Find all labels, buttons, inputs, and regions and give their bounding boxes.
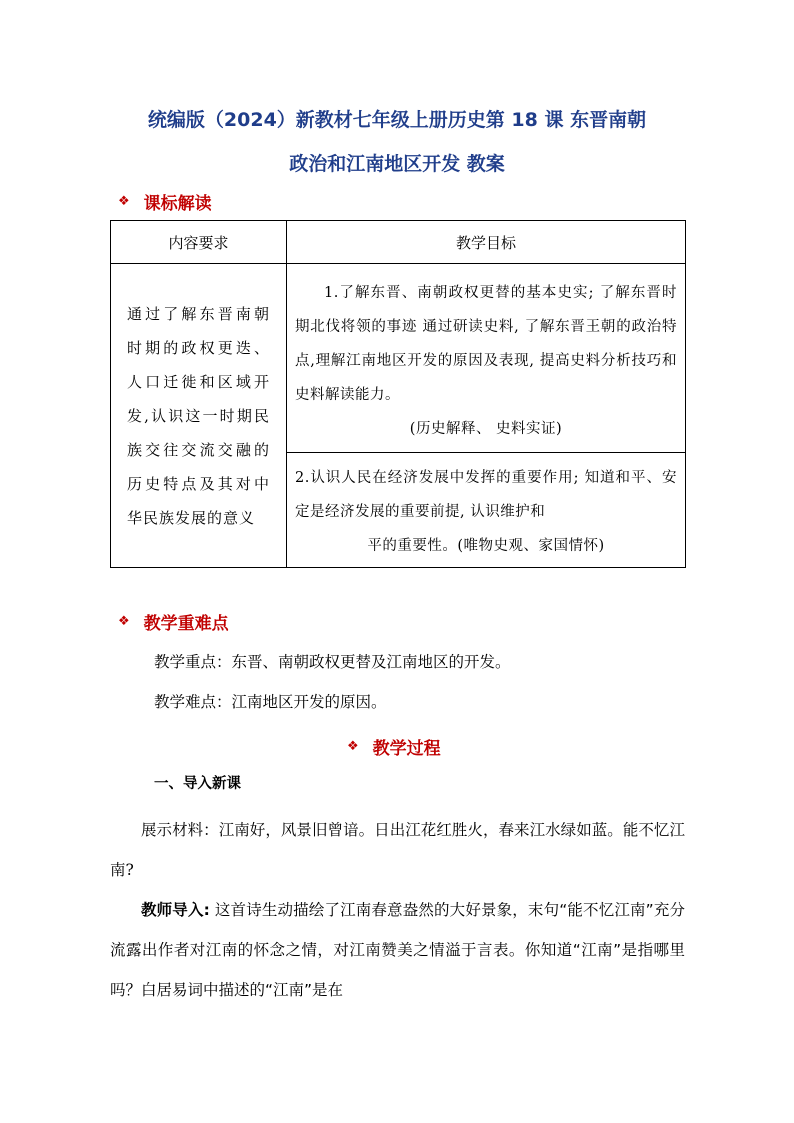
teaching-difficulty-label: 教学难点： [154, 693, 232, 711]
objective-1-text: 1.了解东晋、南朝政权更替的基本史实; 了解东晋时期北伐将领的事迹 通过研读史料, 了解东晋王朝的政治特点,理解江南地区开发的原因及表现, 提高史料分析技巧和史料解读能力。 [295, 285, 677, 403]
teaching-focus-label: 教学重点： [154, 653, 232, 671]
table-header-objectives: 教学目标 [287, 221, 686, 264]
table-header-row [111, 221, 686, 264]
section-process-label: 教学过程 [372, 738, 441, 759]
teaching-difficulty-text: 江南地区开发的原因。 [231, 693, 387, 711]
objective-2-text: 2.认识人民在经济发展中发挥的重要作用; 知道和平、安定是经济发展的重要前提, 认识维护和 [295, 470, 677, 520]
material-paragraph [110, 810, 685, 890]
section-key-points-label: 教学重难点 [143, 613, 229, 634]
objective-2-cell [287, 453, 686, 568]
step-heading: 一、导入新课 [154, 775, 241, 792]
teacher-intro-paragraph [110, 890, 685, 1010]
content-requirement-cell: 通过了解东晋南朝时期的政权更迭、人口迁徙和区域开发,认识这一时期民族交往交流交融的历史特点及其对中华民族发展的意义 [111, 264, 287, 568]
teacher-intro-label: 教师导入: [141, 901, 210, 919]
objective-2-tail: 平的重要性。(唯物史观、家国情怀) [367, 538, 605, 554]
diamond-bullet-icon: ❖ [118, 193, 130, 209]
objective-1-cell [287, 264, 686, 453]
section-process [347, 733, 441, 759]
teaching-focus-text: 东晋、南朝政权更替及江南地区的开发。 [231, 653, 511, 671]
material-text: 江南好，风景旧曾谙。日出江花红胜火，春来江水绿如蓝。能不忆江南? [110, 821, 685, 879]
section-standards-label: 课标解读 [143, 193, 212, 214]
table-header-requirements: 内容要求 [111, 221, 287, 264]
diamond-bullet-icon: ❖ [347, 738, 359, 754]
teaching-focus-line [154, 642, 685, 682]
document-title-line1: 统编版（2024）新教材七年级上册历史第 18 课 东晋南朝 [147, 109, 647, 131]
objective-1-tag: (历史解释、 史料实证) [409, 421, 563, 437]
standards-table [110, 220, 686, 568]
material-label: 展示材料： [141, 821, 219, 839]
table-row [111, 264, 686, 453]
teacher-intro-text: 这首诗生动描绘了江南春意盎然的大好景象，末句“能不忆江南”充分流露出作者对江南的怀念之情，对江南赞美之情溢于言表。你知道“江南”是指哪里吗？白居易词中描述的“江南”是在 [110, 901, 685, 999]
section-standards [118, 188, 212, 214]
diamond-bullet-icon: ❖ [118, 613, 130, 629]
document-title-line2: 政治和江南地区开发 教案 [289, 153, 505, 175]
section-key-points [118, 608, 229, 634]
teaching-difficulty-line [154, 682, 685, 722]
